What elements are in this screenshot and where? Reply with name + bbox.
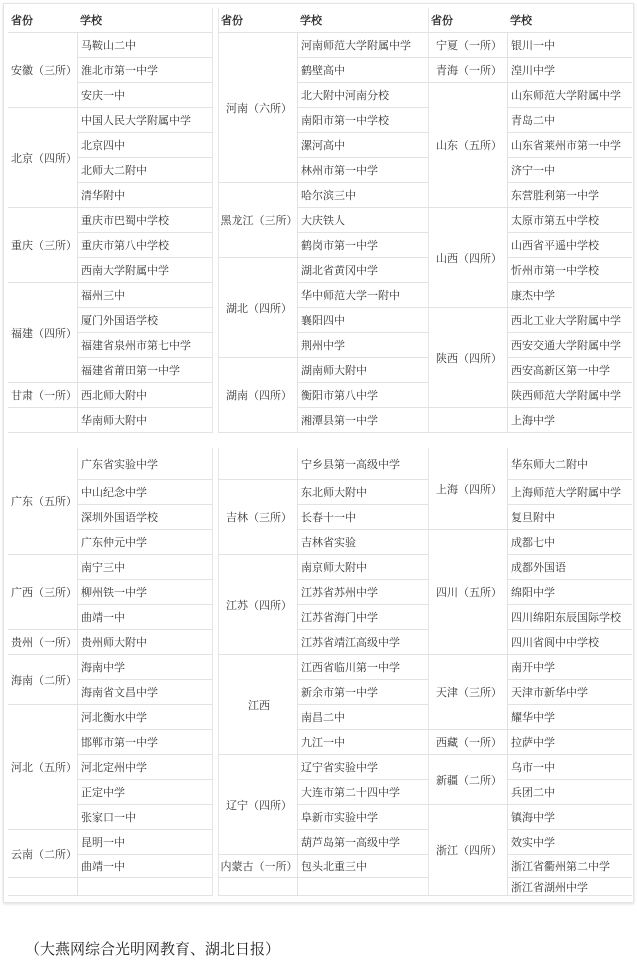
school-cell: 复旦附中 [507, 505, 632, 530]
school-cell: 宁乡县第一高级中学 [297, 448, 428, 480]
province-cell [218, 448, 297, 480]
school-cell: 马鞍山二中 [77, 33, 212, 58]
province-cell: 云南（二所） [8, 830, 77, 878]
province-cell: 山东（五所） [428, 83, 507, 208]
school-cell: 哈尔滨三中 [297, 183, 428, 208]
school-cell: 福州三中 [77, 283, 212, 308]
school-cell: 浙江省湖州中学 [507, 878, 632, 896]
school-cell: 江苏省苏州中学 [297, 580, 428, 605]
school-cell: 衡阳市第八中学 [297, 383, 428, 408]
province-cell: 上海（四所） [428, 448, 507, 530]
school-cell: 北京四中 [77, 133, 212, 158]
header-province: 省份 [218, 8, 297, 33]
school-cell: 淮北市第一中学 [77, 58, 212, 83]
school-cell: 银川一中 [507, 33, 632, 58]
province-cell: 重庆（三所） [8, 208, 77, 283]
school-cell: 东营胜利第一中学 [507, 183, 632, 208]
province-cell: 西藏（一所） [428, 730, 507, 755]
school-cell: 四川绵阳东辰国际学校 [507, 605, 632, 630]
province-cell [218, 878, 297, 896]
school-cell: 襄阳四中 [297, 308, 428, 333]
school-cell [297, 878, 428, 896]
school-cell: 曲靖一中 [77, 855, 212, 878]
school-cell: 阜新市实验中学 [297, 805, 428, 830]
province-cell: 河南（六所） [218, 33, 297, 183]
school-cell: 包头北重三中 [297, 855, 428, 878]
school-cell: 林州市第一中学 [297, 158, 428, 183]
province-cell: 贵州（一所） [8, 630, 77, 655]
school-cell: 西安交通大学附属中学 [507, 333, 632, 358]
school-cell: 海南省文昌中学 [77, 680, 212, 705]
province-cell: 辽宁（四所） [218, 755, 297, 855]
province-cell: 青海（一所） [428, 58, 507, 83]
source-caption: （大燕网综合光明网教育、湖北日报） [25, 940, 281, 958]
province-cell: 湖北（四所） [218, 258, 297, 358]
province-cell: 广西（三所） [8, 555, 77, 630]
province-cell: 北京（四所） [8, 108, 77, 208]
province-cell: 内蒙古（一所） [218, 855, 297, 878]
school-cell: 山东师范大学附属中学 [507, 83, 632, 108]
school-cell: 四川省阆中中学校 [507, 630, 632, 655]
province-cell: 江西 [218, 655, 297, 755]
province-cell: 四川（五所） [428, 530, 507, 655]
school-cell: 柳州铁一中学 [77, 580, 212, 605]
school-cell: 厦门外国语学校 [77, 308, 212, 333]
school-cell: 鹤岗市第一中学 [297, 233, 428, 258]
school-cell: 清华附中 [77, 183, 212, 208]
header-school: 学校 [507, 8, 632, 33]
school-cell: 江西省临川第一中学 [297, 655, 428, 680]
province-cell [8, 878, 77, 896]
school-cell: 昆明一中 [77, 830, 212, 855]
school-cell: 东北师大附中 [297, 480, 428, 505]
school-cell: 成都外国语 [507, 555, 632, 580]
school-cell: 深圳外国语学校 [77, 505, 212, 530]
school-cell: 康杰中学 [507, 283, 632, 308]
province-cell: 甘肃（一所） [8, 383, 77, 408]
school-cell: 镇海中学 [507, 805, 632, 830]
school-cell: 江苏省靖江高级中学 [297, 630, 428, 655]
school-cell: 湟川中学 [507, 58, 632, 83]
school-cell: 海南中学 [77, 655, 212, 680]
header-province: 省份 [428, 8, 507, 33]
province-cell: 湖南（四所） [218, 358, 297, 433]
school-cell: 南昌二中 [297, 705, 428, 730]
school-cell: 漯河高中 [297, 133, 428, 158]
school-cell: 安庆一中 [77, 83, 212, 108]
column-divider [212, 448, 213, 896]
school-cell: 拉萨中学 [507, 730, 632, 755]
school-cell: 九江一中 [297, 730, 428, 755]
school-cell: 太原市第五中学校 [507, 208, 632, 233]
province-cell: 河北（五所） [8, 705, 77, 830]
school-cell: 辽宁省实验中学 [297, 755, 428, 780]
column-divider [212, 8, 213, 433]
school-cell: 湘潭县第一中学 [297, 408, 428, 433]
school-cell: 成都七中 [507, 530, 632, 555]
province-cell [428, 408, 507, 433]
school-cell: 重庆市第八中学校 [77, 233, 212, 258]
province-cell [8, 408, 77, 433]
school-cell: 葫芦岛第一高级中学 [297, 830, 428, 855]
school-cell: 天津市新华中学 [507, 680, 632, 705]
school-cell: 上海师范大学附属中学 [507, 480, 632, 505]
school-cell: 鹤壁高中 [297, 58, 428, 83]
school-cell: 陕西师范大学附属中学 [507, 383, 632, 408]
school-cell: 忻州市第一中学校 [507, 258, 632, 283]
school-cell: 南京师大附中 [297, 555, 428, 580]
school-cell: 湖南师大附中 [297, 358, 428, 383]
school-cell: 济宁一中 [507, 158, 632, 183]
school-cell: 长春十一中 [297, 505, 428, 530]
school-cell: 河北定州中学 [77, 755, 212, 780]
province-cell: 天津（三所） [428, 655, 507, 730]
school-cell [77, 878, 212, 896]
school-cell: 西安高新区第一中学 [507, 358, 632, 383]
school-cell: 华东师大二附中 [507, 448, 632, 480]
school-cell: 西北工业大学附属中学 [507, 308, 632, 333]
school-cell: 南阳市第一中学校 [297, 108, 428, 133]
school-cell: 山东省莱州市第一中学 [507, 133, 632, 158]
school-cell: 荆州中学 [297, 333, 428, 358]
province-cell: 新疆（二所） [428, 755, 507, 805]
province-cell: 吉林（三所） [218, 480, 297, 555]
school-cell: 新余市第一中学 [297, 680, 428, 705]
school-cell: 山西省平遥中学校 [507, 233, 632, 258]
school-cell: 绵阳中学 [507, 580, 632, 605]
school-cell: 北大附中河南分校 [297, 83, 428, 108]
province-cell: 浙江（四所） [428, 805, 507, 896]
school-cell: 吉林省实验 [297, 530, 428, 555]
school-cell: 邯郸市第一中学 [77, 730, 212, 755]
school-cell: 北师大二附中 [77, 158, 212, 183]
school-cell: 西南大学附属中学 [77, 258, 212, 283]
province-cell: 陕西（四所） [428, 308, 507, 408]
school-cell: 效实中学 [507, 830, 632, 855]
school-cell: 西北师大附中 [77, 383, 212, 408]
school-cell: 上海中学 [507, 408, 632, 433]
header-school: 学校 [297, 8, 428, 33]
province-cell: 黑龙江（三所） [218, 183, 297, 258]
school-cell: 广东省实验中学 [77, 448, 212, 480]
province-cell: 广东（五所） [8, 448, 77, 555]
province-cell: 江苏（四所） [218, 555, 297, 655]
province-cell: 福建（四所） [8, 283, 77, 383]
school-cell: 青岛二中 [507, 108, 632, 133]
school-cell: 福建省莆田第一中学 [77, 358, 212, 383]
school-cell: 广东仲元中学 [77, 530, 212, 555]
school-cell: 中国人民大学附属中学 [77, 108, 212, 133]
school-cell: 正定中学 [77, 780, 212, 805]
school-cell: 华中师范大学一附中 [297, 283, 428, 308]
province-cell: 安徽（三所） [8, 33, 77, 108]
school-cell: 南宁三中 [77, 555, 212, 580]
school-cell: 河北衡水中学 [77, 705, 212, 730]
school-cell: 江苏省海门中学 [297, 605, 428, 630]
school-cell: 大连市第二十四中学 [297, 780, 428, 805]
school-cell: 兵团二中 [507, 780, 632, 805]
school-cell: 乌市一中 [507, 755, 632, 780]
school-cell: 中山纪念中学 [77, 480, 212, 505]
school-cell: 重庆市巴蜀中学校 [77, 208, 212, 233]
province-cell: 海南（二所） [8, 655, 77, 705]
school-cell: 湖北省黄冈中学 [297, 258, 428, 283]
school-cell: 华南师大附中 [77, 408, 212, 433]
school-cell: 曲靖一中 [77, 605, 212, 630]
school-cell: 贵州师大附中 [77, 630, 212, 655]
header-province: 省份 [8, 8, 77, 33]
school-cell: 张家口一中 [77, 805, 212, 830]
province-cell: 宁夏（一所） [428, 33, 507, 58]
school-cell: 耀华中学 [507, 705, 632, 730]
school-cell: 河南师范大学附属中学 [297, 33, 428, 58]
school-cell: 福建省泉州市第七中学 [77, 333, 212, 358]
province-cell: 山西（四所） [428, 208, 507, 308]
school-cell: 大庆铁人 [297, 208, 428, 233]
header-school: 学校 [77, 8, 212, 33]
school-cell: 浙江省衢州第二中学 [507, 855, 632, 878]
school-cell: 南开中学 [507, 655, 632, 680]
